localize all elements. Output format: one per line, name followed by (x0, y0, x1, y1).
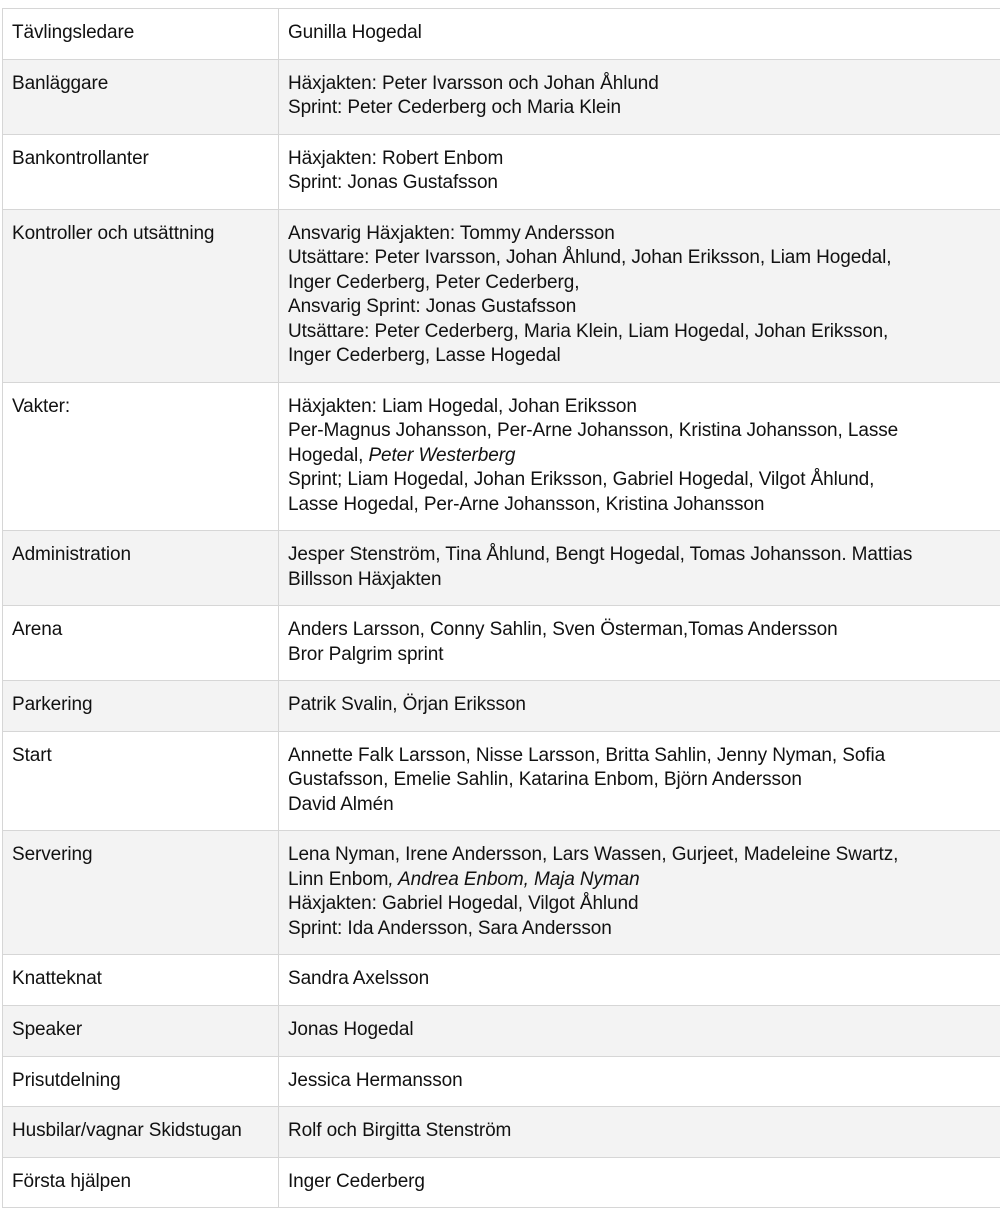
assignees-cell (279, 59, 1000, 134)
role-label: Arena (12, 619, 62, 640)
assignee-text: Sprint: Peter Cederberg och Maria Klein (288, 97, 621, 118)
table-row (3, 9, 1000, 60)
assignee-text: Utsättare: Peter Cederberg, Maria Klein, Liam Hogedal, Johan Eriksson, (288, 321, 888, 342)
role-cell (3, 831, 279, 955)
role-label: Administration (12, 544, 131, 565)
assignee-line (288, 21, 997, 46)
assignee-line (288, 793, 997, 818)
role-label: Parkering (12, 694, 92, 715)
assignee-line (288, 744, 997, 769)
table-row (3, 606, 1000, 681)
assignees-cell (279, 1006, 1000, 1057)
assignee-text: Ansvarig Sprint: Jonas Gustafsson (288, 296, 576, 317)
assignee-text: Rolf och Birgitta Stenström (288, 1120, 511, 1141)
role-label: Bankontrollanter (12, 148, 149, 169)
assignee-line (288, 295, 997, 320)
assignee-line (288, 568, 997, 593)
assignees-cell (279, 955, 1000, 1006)
assignee-text: Ansvarig Häxjakten: Tommy Andersson (288, 223, 615, 244)
assignee-line (288, 222, 997, 247)
assignee-text: Lena Nyman, Irene Andersson, Lars Wassen, Gurjeet, Madeleine Swartz, (288, 844, 898, 865)
assignee-text: Jesper Stenström, Tina Åhlund, Bengt Hogedal, Tomas Johansson. Mattias (288, 544, 912, 565)
assignee-line (288, 96, 997, 121)
table-row (3, 1056, 1000, 1107)
assignee-text: Sprint: Ida Andersson, Sara Andersson (288, 918, 612, 939)
assignee-text: Häxjakten: Robert Enbom (288, 148, 503, 169)
assignee-text: Billsson Häxjakten (288, 569, 441, 590)
assignee-text: Bror Palgrim sprint (288, 644, 443, 665)
assignee-line (288, 320, 997, 345)
assignee-line (288, 868, 997, 893)
assignees-cell (279, 209, 1000, 382)
assignee-text: Gustafsson, Emelie Sahlin, Katarina Enbom, Björn Andersson (288, 769, 802, 790)
role-cell (3, 955, 279, 1006)
assignee-text: Gunilla Hogedal (288, 22, 422, 43)
assignee-line (288, 72, 997, 97)
assignees-cell (279, 134, 1000, 209)
assignee-line (288, 643, 997, 668)
assignee-line (288, 395, 997, 420)
assignee-text-italic: Peter Westerberg (368, 445, 515, 466)
assignee-line (288, 917, 997, 942)
assignee-line (288, 419, 997, 444)
assignee-line (288, 892, 997, 917)
table-row (3, 681, 1000, 732)
table-row (3, 134, 1000, 209)
assignee-text: Anders Larsson, Conny Sahlin, Sven Österman,Tomas Andersson (288, 619, 838, 640)
assignee-line (288, 843, 997, 868)
assignee-text: David Almén (288, 794, 394, 815)
assignee-line (288, 768, 997, 793)
assignee-text-italic: , Andrea Enbom, Maja Nyman (388, 869, 639, 890)
assignee-line (288, 1018, 997, 1043)
assignee-line (288, 444, 997, 469)
role-cell (3, 209, 279, 382)
assignee-line (288, 1069, 997, 1094)
role-cell (3, 1006, 279, 1057)
assignee-text: Sprint: Jonas Gustafsson (288, 172, 498, 193)
role-cell (3, 681, 279, 732)
assignee-line (288, 618, 997, 643)
assignee-text: Häxjakten: Liam Hogedal, Johan Eriksson (288, 396, 637, 417)
assignee-text: Inger Cederberg, Peter Cederberg, (288, 272, 579, 293)
table-row (3, 1107, 1000, 1158)
assignee-line (288, 271, 997, 296)
table-row (3, 1157, 1000, 1208)
table-row (3, 955, 1000, 1006)
assignees-cell (279, 531, 1000, 606)
assignee-line (288, 344, 997, 369)
assignee-line (288, 543, 997, 568)
assignee-text: Utsättare: Peter Ivarsson, Johan Åhlund, Johan Eriksson, Liam Hogedal, (288, 247, 891, 268)
assignee-text: Sprint; Liam Hogedal, Johan Eriksson, Gabriel Hogedal, Vilgot Åhlund, (288, 469, 874, 490)
table-row (3, 209, 1000, 382)
assignee-text: Jessica Hermansson (288, 1070, 463, 1091)
assignee-text: Inger Cederberg (288, 1171, 425, 1192)
table-row (3, 831, 1000, 955)
role-label: Servering (12, 844, 92, 865)
assignee-text: Hogedal, (288, 445, 368, 466)
table-row (3, 382, 1000, 531)
role-cell (3, 1056, 279, 1107)
table-row (3, 1006, 1000, 1057)
role-label: Första hjälpen (12, 1171, 131, 1192)
role-label: Banläggare (12, 73, 108, 94)
assignees-cell (279, 382, 1000, 531)
assignee-text: Annette Falk Larsson, Nisse Larsson, Britta Sahlin, Jenny Nyman, Sofia (288, 745, 885, 766)
role-label: Husbilar/vagnar Skidstugan (12, 1120, 242, 1141)
assignee-text: Häxjakten: Peter Ivarsson och Johan Åhlund (288, 73, 659, 94)
assignees-cell (279, 1107, 1000, 1158)
role-cell (3, 1157, 279, 1208)
assignee-text: Sandra Axelsson (288, 968, 429, 989)
role-label: Tävlingsledare (12, 22, 134, 43)
assignees-cell (279, 831, 1000, 955)
assignee-line (288, 493, 997, 518)
assignee-line (288, 1119, 997, 1144)
role-cell (3, 1107, 279, 1158)
table-row (3, 59, 1000, 134)
staff-roles-table (2, 8, 1000, 1208)
role-cell (3, 531, 279, 606)
role-cell (3, 134, 279, 209)
assignee-text: Jonas Hogedal (288, 1019, 413, 1040)
assignee-line (288, 171, 997, 196)
assignees-cell (279, 1157, 1000, 1208)
role-label: Knatteknat (12, 968, 102, 989)
assignees-cell (279, 9, 1000, 60)
assignee-line (288, 147, 997, 172)
assignee-line (288, 693, 997, 718)
assignees-cell (279, 681, 1000, 732)
role-cell (3, 9, 279, 60)
assignees-cell (279, 731, 1000, 831)
roles-table-body (3, 9, 1000, 1208)
table-row (3, 731, 1000, 831)
assignee-text: Lasse Hogedal, Per-Arne Johansson, Kristina Johansson (288, 494, 764, 515)
assignee-line (288, 246, 997, 271)
role-cell (3, 731, 279, 831)
role-cell (3, 382, 279, 531)
assignees-cell (279, 606, 1000, 681)
role-label: Speaker (12, 1019, 82, 1040)
assignee-text: Patrik Svalin, Örjan Eriksson (288, 694, 526, 715)
role-label: Kontroller och utsättning (12, 223, 214, 244)
assignee-text: Linn Enbom (288, 869, 388, 890)
role-cell (3, 606, 279, 681)
assignee-text: Häxjakten: Gabriel Hogedal, Vilgot Åhlund (288, 893, 638, 914)
role-label: Prisutdelning (12, 1070, 121, 1091)
table-row (3, 531, 1000, 606)
assignee-text: Per-Magnus Johansson, Per-Arne Johansson, Kristina Johansson, Lasse (288, 420, 898, 441)
assignee-line (288, 468, 997, 493)
assignee-text: Inger Cederberg, Lasse Hogedal (288, 345, 561, 366)
assignee-line (288, 967, 997, 992)
role-cell (3, 59, 279, 134)
assignees-cell (279, 1056, 1000, 1107)
role-label: Start (12, 745, 52, 766)
assignee-line (288, 1170, 997, 1195)
role-label: Vakter: (12, 396, 70, 417)
